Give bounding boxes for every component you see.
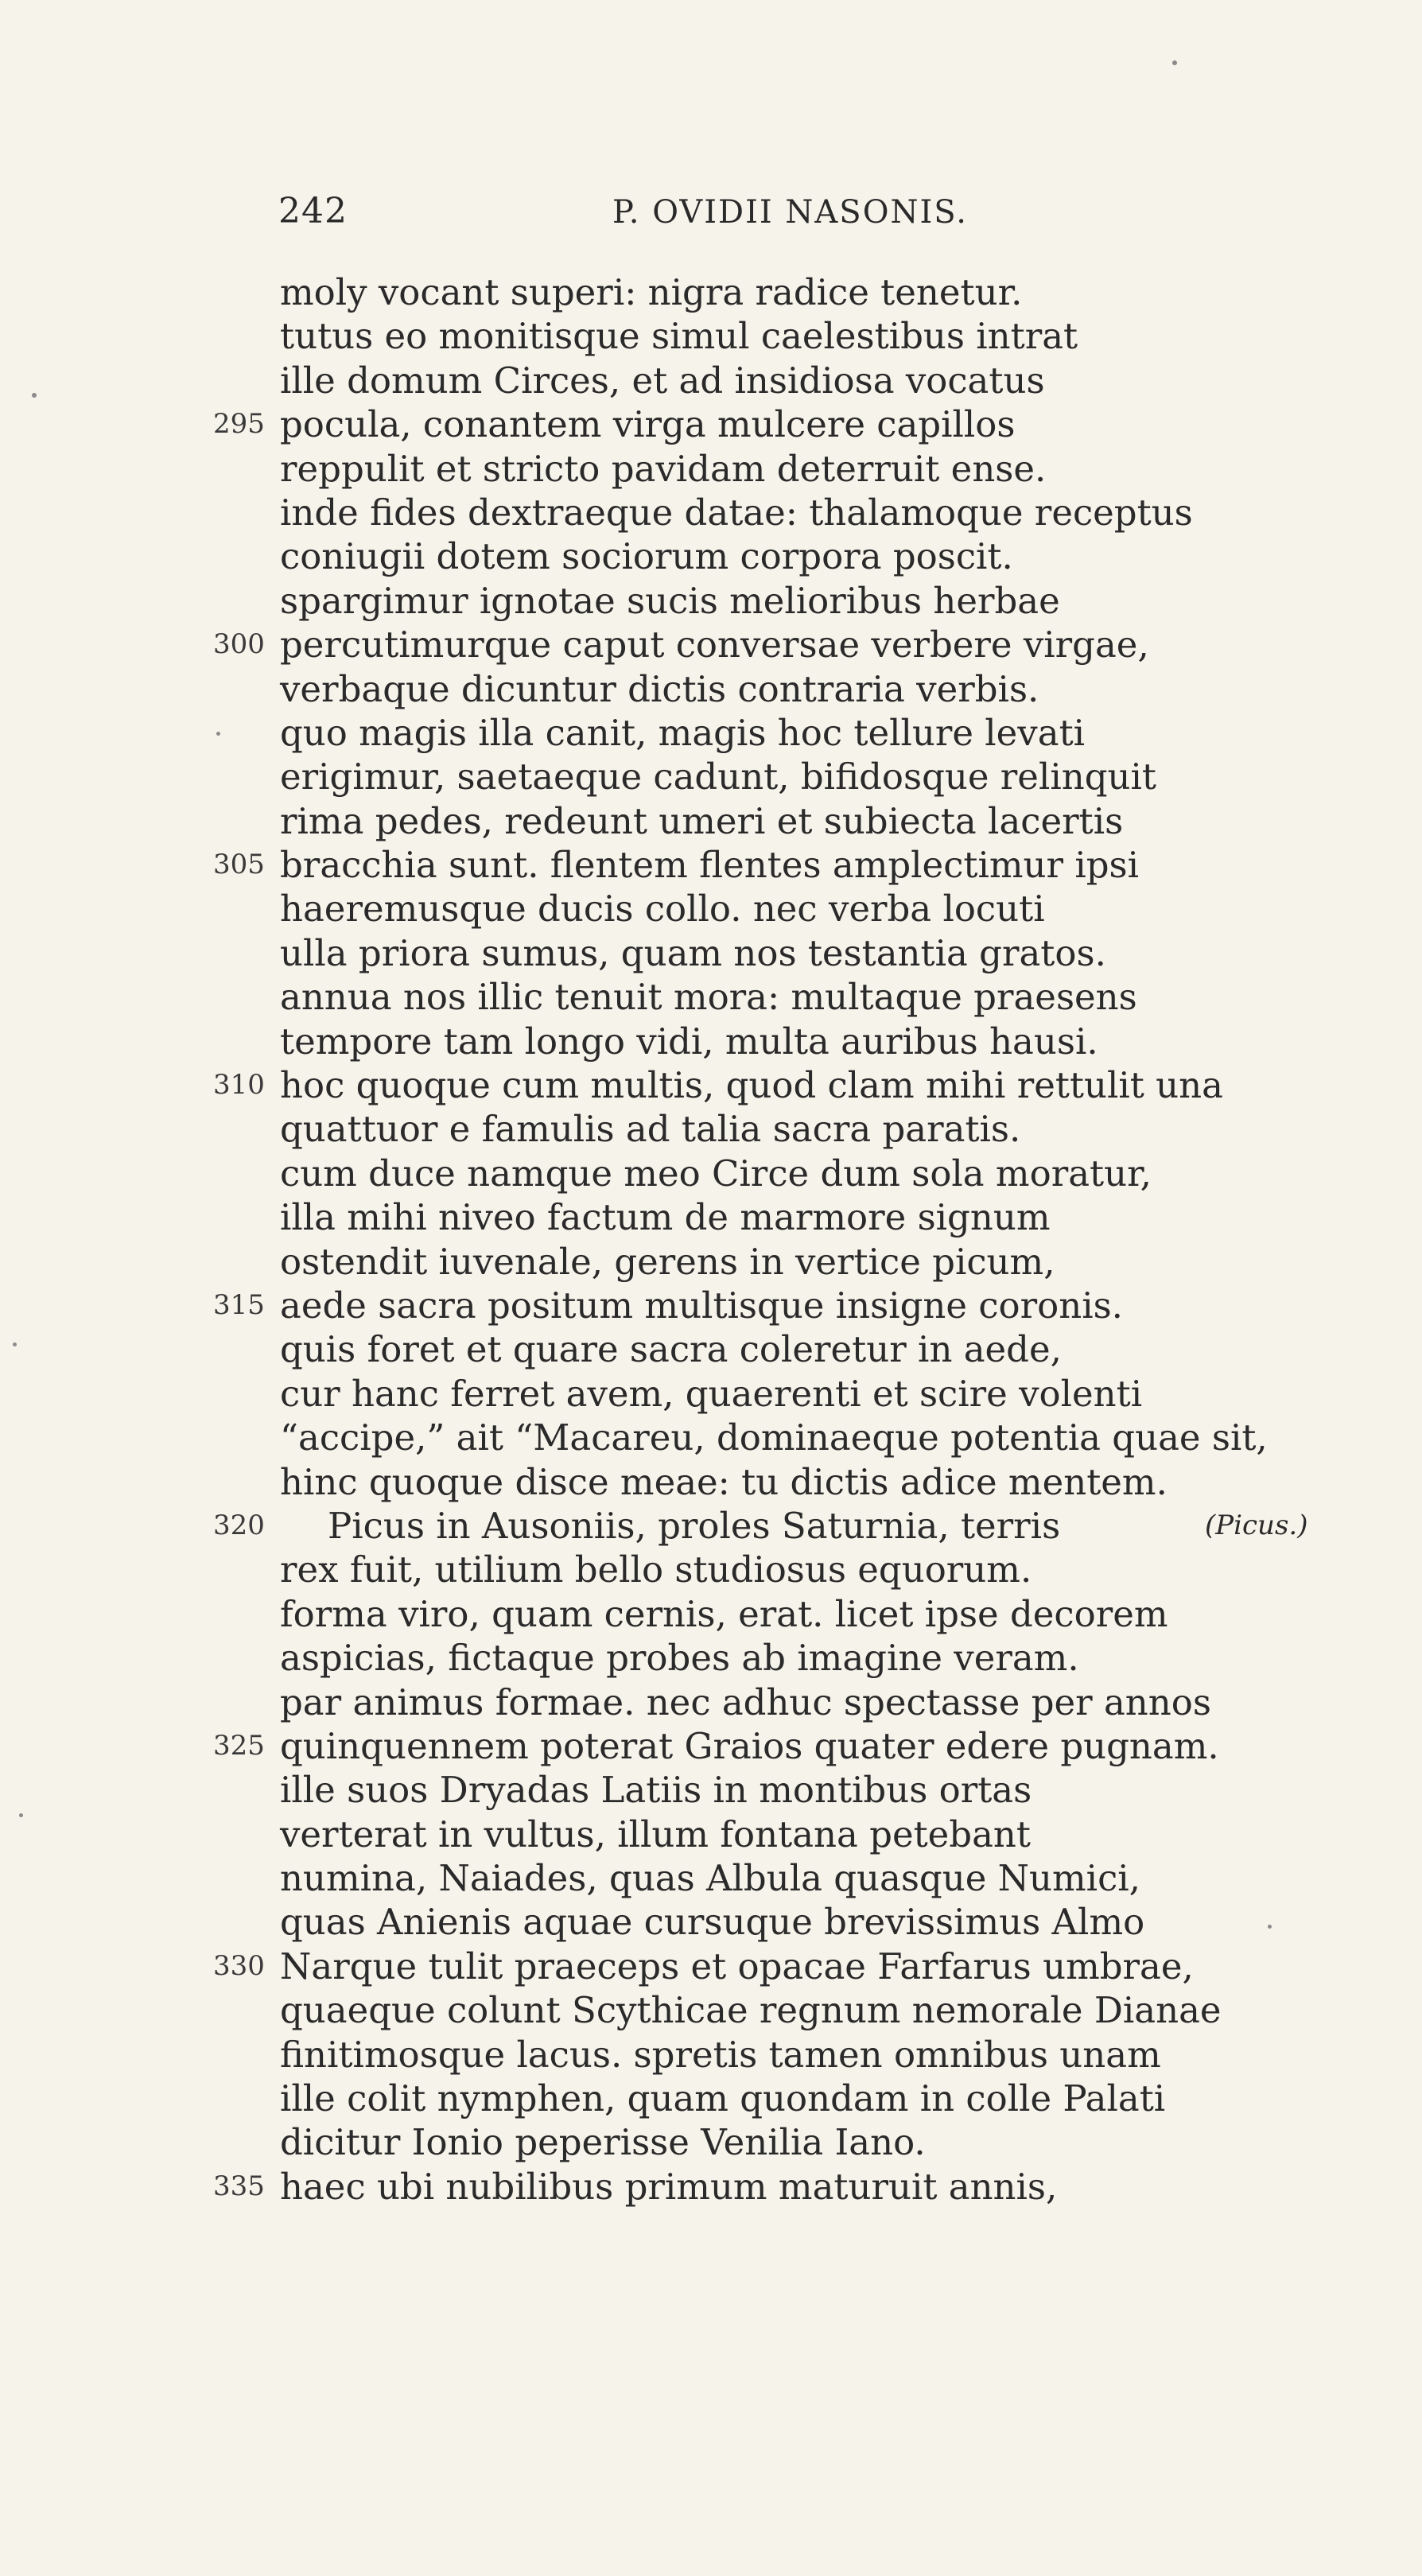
line-text: annua nos illic tenuit mora: multaque praesens [280, 976, 1137, 1019]
verse-line [191, 534, 1384, 578]
verse-line [191, 2077, 1384, 2120]
verse-line [191, 1195, 1384, 1239]
line-text: pocula, conantem virga mulcere capillos [280, 403, 1016, 446]
marginal-note: (Picus.) [1205, 1509, 1308, 1541]
verse-line [191, 1988, 1384, 2032]
line-text: quaeque colunt Scythicae regnum nemorale Dianae [280, 1989, 1222, 2032]
line-text: quinquennem poterat Graios quater edere pugnam. [280, 1724, 1219, 1767]
verse-line [191, 579, 1384, 623]
line-text: inde fides dextraeque datae: thalamoque receptus [280, 491, 1193, 534]
verse-line [191, 1680, 1384, 1724]
margin-speck [216, 732, 220, 736]
line-text: illa mihi niveo factum de marmore signum [280, 1196, 1051, 1239]
verse-line [191, 1768, 1384, 1812]
line-text: dicitur Ionio peperisse Venilia Iano. [280, 2121, 926, 2164]
line-text: finitimosque lacus. spretis tamen omnibus unam [280, 2033, 1161, 2076]
verse-line [191, 1107, 1384, 1151]
verse-line [191, 623, 1384, 666]
margin-speck [1172, 60, 1177, 65]
verse-line [191, 931, 1384, 975]
verse-line [191, 1945, 1384, 1988]
line-text: par animus formae. nec adhuc spectasse per annos [280, 1680, 1211, 1723]
line-text: verbaque dicuntur dictis contraria verbis. [280, 667, 1039, 710]
line-text: rima pedes, redeunt umeri et subiecta lacertis [280, 799, 1124, 842]
line-number: 325 [213, 1729, 265, 1762]
line-number: 295 [213, 408, 265, 441]
verse-line [191, 402, 1384, 446]
line-text: ulla priora sumus, quam nos testantia gratos. [280, 931, 1106, 974]
verse-line [191, 1724, 1384, 1768]
line-text: hoc quoque cum multis, quod clam mihi rettulit una [280, 1064, 1223, 1107]
verse-line [191, 755, 1384, 798]
line-text: tempore tam longo vidi, multa auribus hausi. [280, 1020, 1098, 1063]
margin-speck [32, 393, 37, 398]
verse-line [191, 270, 1384, 314]
line-text: rex fuit, utilium bello studiosus equorum. [280, 1548, 1032, 1591]
verse-line [191, 2033, 1384, 2077]
verse-line [191, 1813, 1384, 1856]
line-text: ille colit nymphen, quam quondam in colle Palati [280, 2077, 1166, 2120]
margin-speck [19, 1813, 23, 1817]
line-text: aspicias, fictaque probes ab imagine veram. [280, 1637, 1079, 1680]
line-text: quattuor e famulis ad talia sacra paratis. [280, 1108, 1021, 1151]
verse-line [191, 887, 1384, 931]
line-number: 305 [213, 849, 265, 881]
verse-line [191, 975, 1384, 1019]
line-text: bracchia sunt. flentem flentes amplectimur ipsi [280, 844, 1140, 887]
line-text: Picus in Ausoniis, proles Saturnia, terris [328, 1504, 1061, 1547]
line-number: 315 [213, 1288, 265, 1321]
line-text: quis foret et quare sacra coleretur in aede, [280, 1328, 1062, 1371]
verse-line [191, 1063, 1384, 1107]
line-text: haeremusque ducis collo. nec verba locuti [280, 888, 1045, 931]
verse-line [191, 1327, 1384, 1371]
verse-line [191, 359, 1384, 402]
line-text: verterat in vultus, illum fontana petebant [280, 1813, 1031, 1855]
verse-line [191, 711, 1384, 755]
verse-line [191, 447, 1384, 491]
verse-line [191, 1240, 1384, 1284]
verse-line [191, 799, 1384, 843]
page-header [278, 191, 1026, 247]
verse-line [191, 1020, 1384, 1063]
line-text: cur hanc ferret avem, quaerenti et scire volenti [280, 1372, 1143, 1415]
verse-line [191, 314, 1384, 358]
line-text: numina, Naiades, quas Albula quasque Numici, [280, 1857, 1140, 1900]
line-text: coniugii dotem sociorum corpora poscit. [280, 535, 1013, 578]
line-text: cum duce namque meo Circe dum sola moratur, [280, 1152, 1152, 1195]
line-text: “accipe,” ait “Macareu, dominaeque potentia quae sit, [280, 1416, 1268, 1459]
verse-line [191, 1548, 1384, 1591]
line-number: 310 [213, 1069, 265, 1102]
verse-line [191, 1592, 1384, 1636]
verse-line [191, 1416, 1384, 1459]
line-text: forma viro, quam cernis, erat. licet ipse decorem [280, 1592, 1168, 1635]
verse-line [191, 1856, 1384, 1900]
line-number: 335 [213, 2170, 265, 2202]
line-number: 300 [213, 628, 265, 661]
line-text: ille suos Dryadas Latiis in montibus ortas [280, 1769, 1032, 1812]
line-text: quo magis illa canit, magis hoc tellure levati [280, 711, 1086, 754]
line-text: quas Anienis aquae cursuque brevissimus Almo [280, 1901, 1145, 1944]
verse-line [191, 491, 1384, 534]
verse-line [191, 667, 1384, 711]
page-number: 242 [278, 191, 348, 231]
margin-speck [1268, 1925, 1272, 1929]
margin-speck [13, 1342, 17, 1346]
line-text: percutimurque caput conversae verbere virgae, [280, 624, 1149, 666]
verse-line [191, 1504, 1384, 1548]
verse-line [191, 2120, 1384, 2164]
line-text: moly vocant superi: nigra radice tenetur. [280, 271, 1023, 313]
running-title: P. OVIDII NASONIS. [612, 194, 968, 231]
line-text: haec ubi nubilibus primum maturuit annis, [280, 2165, 1058, 2208]
line-number: 320 [213, 1509, 265, 1541]
line-text: tutus eo monitisque simul caelestibus intrat [280, 315, 1078, 358]
line-number: 330 [213, 1949, 265, 1982]
line-text: hinc quoque disce meae: tu dictis adice mentem. [280, 1460, 1168, 1503]
verse-line [191, 2165, 1384, 2209]
verse-text-block [191, 270, 1384, 2209]
line-text: erigimur, saetaeque cadunt, bifidosque relinquit [280, 756, 1156, 798]
line-text: ille domum Circes, et ad insidiosa vocatus [280, 359, 1045, 402]
verse-line [191, 1900, 1384, 1944]
line-text: aede sacra positum multisque insigne coronis. [280, 1284, 1123, 1327]
verse-line [191, 1636, 1384, 1680]
verse-line [191, 1460, 1384, 1504]
verse-line [191, 1152, 1384, 1195]
line-text: Narque tulit praeceps et opacae Farfarus umbrae, [280, 1945, 1194, 1987]
line-text: spargimur ignotae sucis melioribus herbae [280, 579, 1060, 622]
verse-line [191, 1372, 1384, 1416]
line-text: reppulit et stricto pavidam deterruit ense. [280, 447, 1047, 490]
verse-line [191, 1284, 1384, 1327]
line-text: ostendit iuvenale, gerens in vertice picum, [280, 1240, 1055, 1283]
verse-line [191, 843, 1384, 887]
